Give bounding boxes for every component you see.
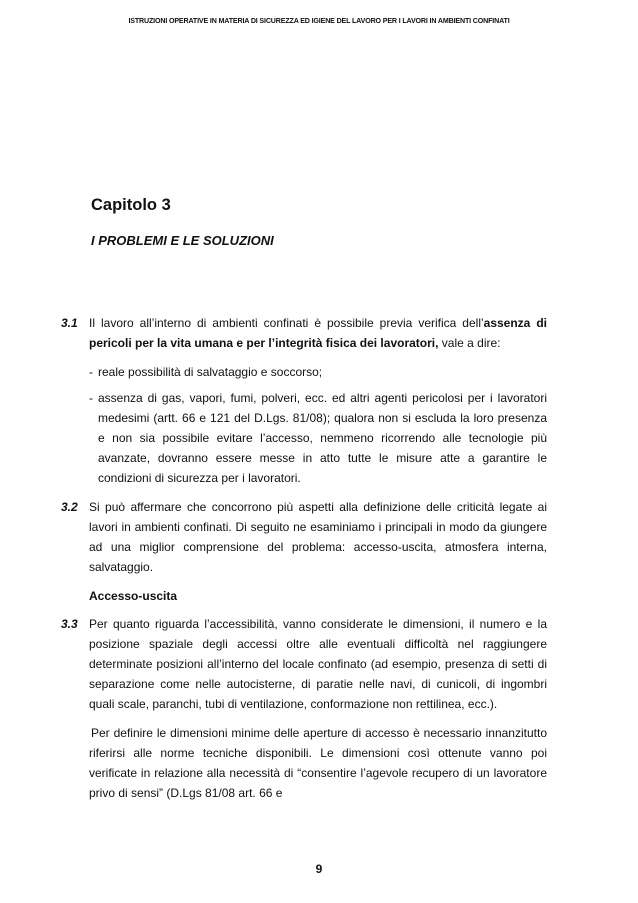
paragraph-text: Per quanto riguarda l’accessibilità, vanno considerate le dimensioni, il numero e la posizione spaziale degli accessi oltre alle eventuali difficoltà nel raggiungere determinate posizioni all’interno del locale confinato (ad esempio, presenza di setti di separazione come nelle autocisterne, di paratie nelle navi, di cunicoli, di ingombri quali scale, paranchi, tubi di ventilazione, conformazione non rettilinea, ecc.). [89, 617, 547, 711]
list-dash: - [89, 391, 93, 405]
paragraph-number: 3.2 [61, 500, 78, 514]
page-number: 9 [315, 862, 323, 876]
paragraph-text: Si può affermare che concorrono più aspetti alla definizione delle criticità legate ai lavori in ambienti confinati. Di seguito ne esaminiamo i principali in modo da giungere ad una miglior comprensione del problema: accesso-uscita, atmosfera interna, salvataggio. [89, 500, 547, 574]
paragraph-number: 3.3 [61, 617, 78, 631]
list-item [89, 388, 547, 488]
chapter-title: Capitolo 3 [91, 196, 171, 214]
body-text [0, 313, 638, 812]
list-dash: - [89, 365, 93, 379]
running-header: ISTRUZIONI OPERATIVE IN MATERIA DI SICUREZZA ED IGIENE DEL LAVORO PER I LAVORI IN AMBIENTI CONFINATI [128, 17, 510, 25]
paragraph-text-end: vale a dire: [438, 336, 501, 350]
list-item-text: reale possibilità di salvataggio e soccorso; [98, 365, 323, 379]
chapter-subtitle: I PROBLEMI E LE SOLUZIONI [91, 233, 274, 248]
paragraph-continuation: Per definire le dimensioni minime delle aperture di accesso è necessario innanzitutto riferirsi alle norme tecniche disponibili. Le dimensioni così ottenute vanno poi verificate in relazione alla necessità di “consentire l’agevole recupero di un lavoratore privo di sensi” (D.Lgs 81/08 art. 66 e [89, 726, 547, 800]
paragraph-number: 3.1 [61, 316, 78, 330]
list-item-text: assenza di gas, vapori, fumi, polveri, ecc. ed altri agenti pericolosi per i lavoratori medesimi (artt. 66 e 121 del D.Lgs. 81/08); qualora non si escluda la loro presenza e non sia possibile evitare l’accesso, nemmeno ricorrendo alle tecnologie più avanzate, dovranno essere messe in atto tutte le misure atte a garantire le condizioni di sicurezza per i lavoratori. [98, 391, 547, 485]
paragraph-3-1 [0, 313, 638, 353]
paragraph-3-3 [0, 614, 638, 714]
emphasis-text: assenza di pericoli per la vita umana e per l’integrità fisica dei lavoratori, [89, 316, 547, 350]
requirements-list [0, 362, 638, 488]
paragraph-text: Il lavoro all’interno di ambienti confinati è possibile previa verifica dell’ [89, 316, 484, 330]
list-item [89, 362, 547, 382]
paragraph-3-2 [0, 497, 638, 577]
section-heading: Accesso-uscita [89, 589, 178, 603]
